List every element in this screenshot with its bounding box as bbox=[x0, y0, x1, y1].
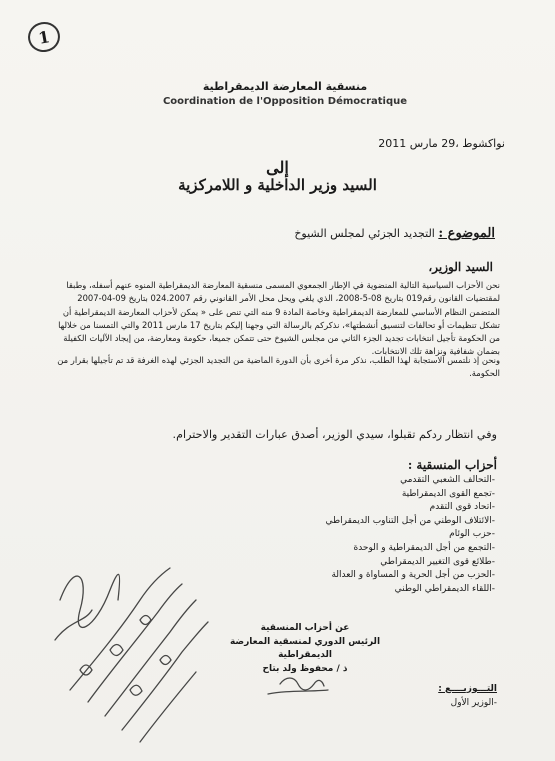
subject-text: التجديد الجزئي لمجلس الشيوخ bbox=[294, 227, 435, 240]
closing-line: وفي انتظار ردكم تقبلوا، سيدي الوزير، أصدق عبارات التقدير والاحترام. bbox=[172, 428, 497, 441]
signature-line-1: عن أحزاب المنسقية bbox=[260, 623, 350, 633]
org-name-arabic: منسقية المعارضة الديمقراطية bbox=[202, 80, 368, 93]
list-item: -التحالف الشعبي التقدمي bbox=[400, 475, 495, 485]
list-item: -اللقاء الديمقراطي الوطني bbox=[394, 583, 495, 594]
parties-title: أحزاب المنسقية : bbox=[407, 458, 497, 472]
list-item: -التجمع من أجل الديمقراطية و الوحدة bbox=[353, 542, 495, 553]
list-item: -تجمع القوى الديمقراطية bbox=[401, 488, 495, 499]
signature-line-3: ذ / محفوظ ولد بتاح bbox=[262, 663, 348, 674]
distribution-item: -الوزير الأول bbox=[450, 698, 497, 708]
list-item: -طلائع قوى التغيير الديمقراطي bbox=[380, 556, 495, 567]
date-line: نواكشوط ،29 مارس 2011 bbox=[378, 137, 505, 150]
list-item: -الحزب من أجل الحرية و المساواة و العدالة bbox=[331, 570, 495, 581]
list-item: -الائتلاف الوطني من أجل التناوب الديمقراطي bbox=[325, 515, 495, 526]
signature-line-2: الرئيس الدوري لمنسقية المعارضة الديمقراطية bbox=[229, 636, 381, 661]
addressee-recipient: السيد وزير الداخلية و اللامركزية bbox=[178, 176, 377, 194]
signature-block bbox=[210, 622, 400, 676]
salutation: السيد الوزير، bbox=[428, 260, 493, 274]
subject-label: الموضوع : bbox=[438, 226, 495, 241]
body-paragraph-2: ونحن إذ نلتمس الاستجابة لهذا الطلب، نذكر مرة أخرى بأن الدورة الماضية من التجديد الجزئي لهذه الغرفة قد تم تأجيلها بقرار من الحكومة. bbox=[57, 355, 500, 379]
addressee-to: إلى bbox=[266, 158, 289, 177]
list-item: -حزب الوئام bbox=[449, 529, 495, 540]
parties-list bbox=[235, 474, 495, 596]
distribution-title: التـــوزيــــع : bbox=[438, 684, 497, 694]
body-paragraph-1: نحن الأحزاب السياسية التالية المنضوية في الإطار الجمعوي المسمى منسقية المعارضة الديمقراطية المنوه عنهم أسفله، وطبقا لمقتضيات القانون رقم019 بتاريخ 08-5-2008، الذي يلغي ويحل محل الأمر القانوني رقم 024.2007 بتاريخ 09-04-2007 المتضمن النظام الأساسي للمعارضة الديمقراطية وخاصة المادة 9 منه التي تنص على « يمكن لأحزاب المعارضة الديمقراطية أن تشكل تنظيمات أو تحالفات لتنسيق أنشطتها»، نذكركم بالرسالة التي وجهنا إليكم بتاريخ 17 مارس 2011 والتي التمسنا من خلالها من الحكومة تأجيل انتخابات تجديد الجزء الثاني من مجلس الشيوخ حتى تتمكن جميعا، حكومة ومعارضة، من إيجاد الآليات الكفيلة بضمان شفافية ونزاهة تلك الانتخابات. bbox=[58, 280, 500, 357]
subject-line bbox=[195, 226, 495, 241]
list-item: -اتحاد قوى التقدم bbox=[429, 502, 495, 513]
org-name-french: Coordination de l'Opposition Démocratique bbox=[162, 96, 408, 107]
page-number-badge: 1 bbox=[26, 19, 63, 54]
